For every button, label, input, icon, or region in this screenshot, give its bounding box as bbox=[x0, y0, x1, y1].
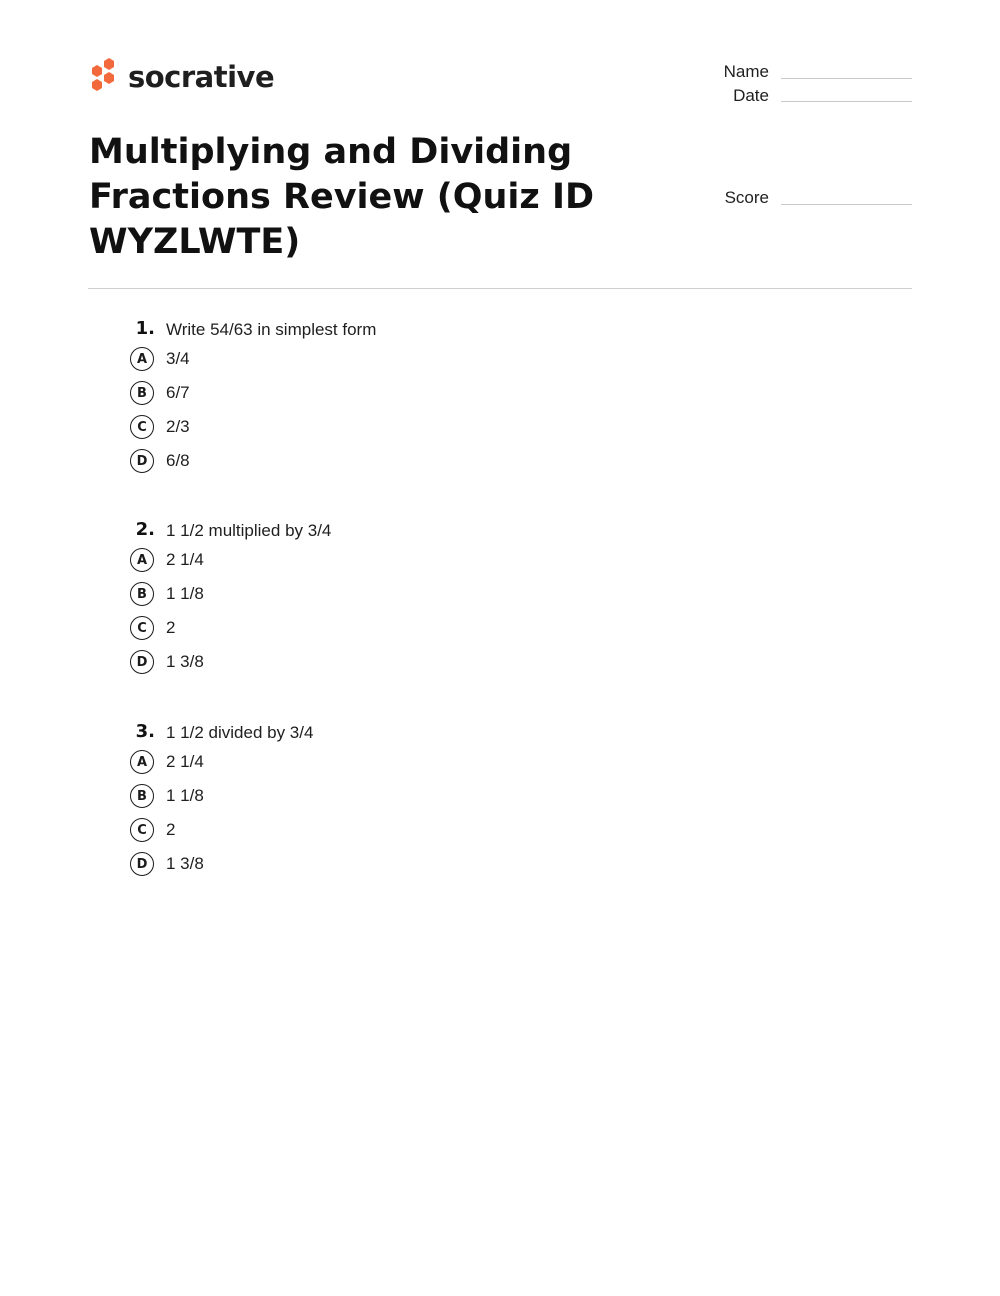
option-text: 1 3/8 bbox=[166, 652, 204, 671]
option-text: 2 1/4 bbox=[166, 550, 204, 569]
option-letter-circle[interactable]: B bbox=[130, 582, 154, 606]
option-text: 2 bbox=[166, 618, 176, 637]
brand-name: socrative bbox=[128, 60, 275, 94]
page-title: Multiplying and Dividing Fractions Review (Quiz ID WYZLWTE) bbox=[89, 132, 595, 262]
option-letter-circle[interactable]: B bbox=[130, 784, 154, 808]
option-letter-circle[interactable]: D bbox=[130, 449, 154, 473]
question-text: 1 1/2 multiplied by 3/4 bbox=[166, 521, 332, 540]
question-number: 1. bbox=[135, 318, 155, 339]
score-label: Score bbox=[724, 188, 769, 207]
option-text: 1 1/8 bbox=[166, 584, 204, 603]
option-letter-circle[interactable]: D bbox=[130, 852, 154, 876]
option-text: 6/7 bbox=[166, 383, 190, 402]
option-text: 2 bbox=[166, 820, 176, 839]
option-letter-circle[interactable]: C bbox=[130, 415, 154, 439]
option-text: 1 1/8 bbox=[166, 786, 204, 805]
question-text: 1 1/2 divided by 3/4 bbox=[166, 723, 314, 742]
socrative-logo bbox=[88, 56, 274, 98]
question-number: 2. bbox=[135, 519, 155, 540]
option-letter-circle[interactable]: D bbox=[130, 650, 154, 674]
option-letter-circle[interactable]: A bbox=[130, 548, 154, 572]
date-label: Date bbox=[733, 86, 769, 105]
score-field-line[interactable] bbox=[781, 204, 912, 205]
option-letter-circle[interactable]: C bbox=[130, 616, 154, 640]
name-field-line[interactable] bbox=[781, 78, 912, 79]
option-text: 2/3 bbox=[166, 417, 190, 436]
option-text: 1 3/8 bbox=[166, 854, 204, 873]
header-divider bbox=[88, 288, 912, 289]
name-label: Name bbox=[723, 62, 769, 81]
option-letter-circle[interactable]: A bbox=[130, 347, 154, 371]
option-text: 3/4 bbox=[166, 349, 190, 368]
hexagon-cluster-icon bbox=[88, 56, 118, 98]
question-text: Write 54/63 in simplest form bbox=[166, 320, 377, 339]
option-text: 6/8 bbox=[166, 451, 190, 470]
option-letter-circle[interactable]: B bbox=[130, 381, 154, 405]
question-number: 3. bbox=[135, 721, 155, 742]
date-field-line[interactable] bbox=[781, 101, 912, 102]
option-letter-circle[interactable]: A bbox=[130, 750, 154, 774]
option-text: 2 1/4 bbox=[166, 752, 204, 771]
option-letter-circle[interactable]: C bbox=[130, 818, 154, 842]
